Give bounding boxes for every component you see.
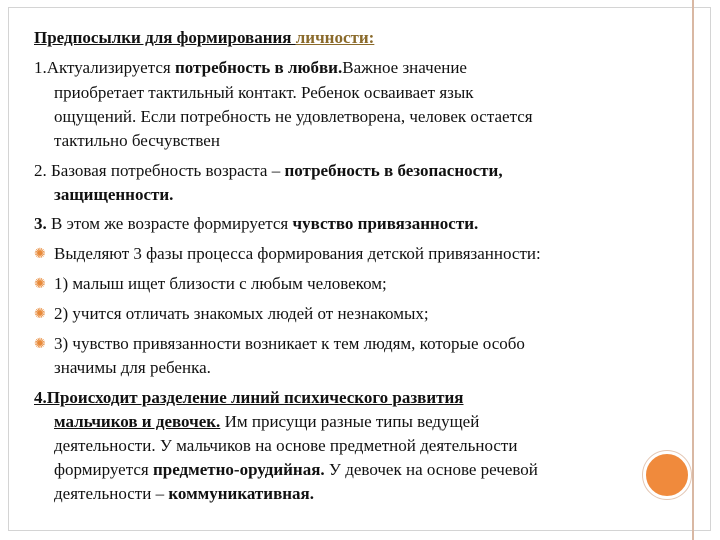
paragraph-1-line-3: ощущений. Если потребность не удовлетворена, человек остается: [54, 107, 533, 126]
paragraph-4-line-2: мальчиков и девочек. Им присущи разные типы ведущей: [54, 412, 480, 431]
paragraph-2-line-1: 2. Базовая потребность возраста – потребность в безопасности,: [34, 161, 503, 180]
sun-bullet-icon: ✺: [34, 276, 46, 292]
bullet-item-4-line-1: 3) чувство привязанности возникает к тем людям, которые особо: [54, 334, 525, 353]
paragraph-2-line-2: защищенности.: [54, 185, 174, 204]
sun-bullet-icon: ✺: [34, 306, 46, 322]
sun-bullet-icon: ✺: [34, 246, 46, 262]
sun-bullet-icon: ✺: [34, 336, 46, 352]
paragraph-1-line-2: приобретает тактильный контакт. Ребенок осваивает язык: [54, 83, 474, 102]
slide-title: Предпосылки для формирования личности:: [34, 28, 375, 47]
paragraph-3: 3. В этом же возрасте формируется чувство привязанности.: [34, 214, 479, 233]
bullet-item-3: 2) учится отличать знакомых людей от незнакомых;: [54, 304, 429, 323]
paragraph-1-line-1: 1.Актуализируется потребность в любви.Важное значение: [34, 58, 467, 77]
decorative-orange-circle: [643, 451, 691, 499]
paragraph-1-line-4: тактильно бесчувствен: [54, 131, 220, 150]
paragraph-4-line-5: деятельности – коммуникативная.: [54, 484, 314, 503]
decorative-vertical-rule: [692, 0, 694, 540]
bullet-item-1: Выделяют 3 фазы процесса формирования детской привязанности:: [54, 244, 541, 263]
paragraph-4-line-3: деятельности. У мальчиков на основе предметной деятельности: [54, 436, 518, 455]
paragraph-4-line-4: формируется предметно-орудийная. У девочек на основе речевой: [54, 460, 538, 479]
bullet-item-4-line-2: значимы для ребенка.: [54, 358, 211, 377]
bullet-item-2: 1) малыш ищет близости с любым человеком;: [54, 274, 387, 293]
paragraph-4-line-1: 4.Происходит разделение линий психического развития: [34, 388, 464, 407]
